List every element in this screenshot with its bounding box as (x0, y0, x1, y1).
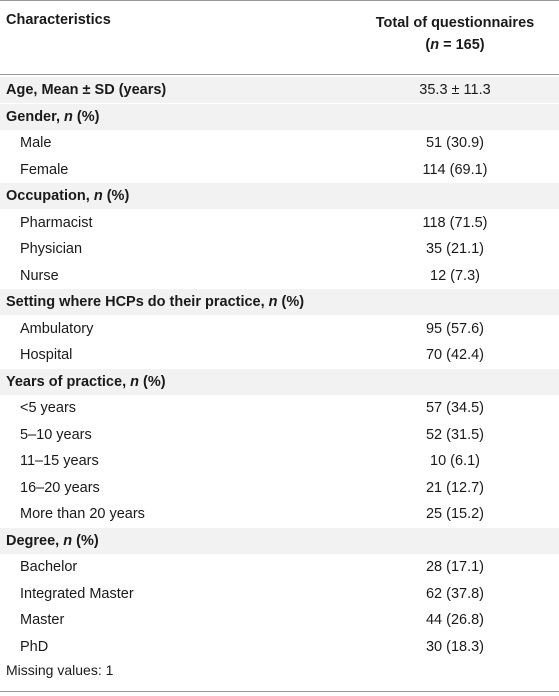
row-label-text: More than 20 years (20, 506, 145, 522)
row-label-n: n (64, 108, 73, 125)
row-label-tail: (%) (138, 373, 166, 390)
table-row (0, 554, 559, 580)
header-bottom-rule (0, 74, 559, 75)
row-label-text: Occupation, (6, 188, 94, 204)
table-row (0, 501, 559, 527)
row-value: 12 (7.3) (430, 267, 480, 284)
row-value: 28 (17.1) (425, 559, 485, 575)
section-row (0, 369, 559, 395)
row-label-text: Integrated Master (20, 585, 134, 602)
row-value: 35 (21.1) (425, 241, 485, 257)
row-label-text: PhD (20, 638, 49, 655)
row-label (20, 559, 77, 575)
table-row (0, 130, 559, 156)
row-label-tail: (%) (277, 294, 305, 310)
table-row (0, 448, 559, 474)
row-label (20, 321, 93, 337)
table-row (0, 342, 559, 368)
row-label-text: Nurse (20, 267, 59, 284)
table-row (0, 210, 559, 236)
row-label (20, 586, 134, 602)
row-value: 57 (34.5) (425, 400, 485, 416)
table-top-rule (0, 0, 559, 1)
row-label-text: <5 years (20, 400, 77, 416)
row-label (20, 215, 93, 231)
row-label-text: Physician (20, 241, 83, 257)
section-row (0, 183, 559, 209)
row-label-text: Pharmacist (20, 214, 93, 231)
section-row (0, 104, 559, 130)
row-label-text: Gender, (6, 108, 65, 125)
header-characteristics: Characteristics (6, 12, 111, 28)
header-total-n: n (430, 37, 440, 53)
row-label-text: Bachelor (20, 559, 78, 575)
row-label (20, 506, 145, 522)
row-label (20, 427, 92, 443)
row-value: 51 (30.9) (425, 135, 485, 151)
row-value: 62 (37.8) (425, 585, 485, 602)
row-label (20, 347, 72, 363)
row-label (20, 612, 64, 628)
row-label (6, 294, 304, 310)
row-label-n: n (93, 188, 103, 204)
row-value: 118 (71.5) (422, 214, 488, 231)
table-row (0, 263, 559, 289)
row-label-text: Male (20, 135, 52, 151)
row-value: 114 (69.1) (422, 161, 488, 178)
footnote-missing-values: Missing values: 1 (6, 662, 114, 678)
row-label-tail: (%) (72, 108, 100, 125)
section-row (0, 289, 559, 315)
table-bottom-rule (0, 691, 559, 692)
header-total-count: = 165) (439, 37, 485, 53)
row-label (20, 453, 99, 469)
row-value: 30 (18.3) (425, 638, 485, 655)
row-value: 52 (31.5) (425, 426, 485, 443)
row-value: 10 (6.1) (430, 453, 480, 469)
row-label-text: Hospital (20, 347, 73, 363)
row-value: 44 (26.8) (425, 612, 485, 628)
header-total-questionnaires (350, 12, 559, 56)
header-total-open: ( (425, 37, 431, 53)
row-label-text: Setting where HCPs do their practice, (6, 294, 269, 310)
table-row (0, 607, 559, 633)
row-value: 35.3 ± 11.3 (419, 82, 491, 98)
row-label (6, 374, 166, 390)
row-label-text: 5–10 years (20, 426, 92, 443)
table-row (0, 422, 559, 448)
row-label-text: Age, Mean ± SD (years) (6, 82, 167, 98)
header-total-line1: Total of questionnaires (375, 15, 535, 31)
row-label-text: Female (20, 161, 69, 178)
row-label-text: 16–20 years (20, 479, 100, 496)
table-row (0, 157, 559, 183)
table-row (0, 634, 559, 660)
row-label-text: Ambulatory (20, 320, 94, 337)
row-label (6, 82, 166, 98)
row-label-text: Years of practice, (6, 373, 131, 390)
row-label (20, 400, 76, 416)
row-label-text: Degree, (6, 532, 64, 549)
row-label-tail: (%) (72, 532, 99, 549)
table-row (0, 395, 559, 421)
row-label-text: 11–15 years (20, 453, 99, 469)
row-value: 70 (42.4) (425, 347, 485, 363)
row-label (20, 162, 68, 178)
row-label (6, 109, 99, 125)
table-row (0, 316, 559, 342)
section-row (0, 77, 559, 103)
row-label-n: n (268, 294, 278, 310)
row-label (6, 533, 99, 549)
row-label-n: n (130, 373, 139, 390)
row-label (20, 268, 59, 284)
row-label (20, 241, 82, 257)
table-row (0, 236, 559, 262)
row-label-text: Master (20, 612, 65, 628)
row-label-n: n (63, 532, 73, 549)
row-label-tail: (%) (102, 188, 130, 204)
row-label (6, 188, 129, 204)
row-label (20, 480, 100, 496)
row-label (20, 639, 48, 655)
row-value: 21 (12.7) (425, 479, 485, 496)
table-row (0, 581, 559, 607)
section-row (0, 528, 559, 554)
row-label (20, 135, 51, 151)
table-row (0, 475, 559, 501)
row-value: 95 (57.6) (425, 320, 485, 337)
row-value: 25 (15.2) (425, 506, 485, 522)
